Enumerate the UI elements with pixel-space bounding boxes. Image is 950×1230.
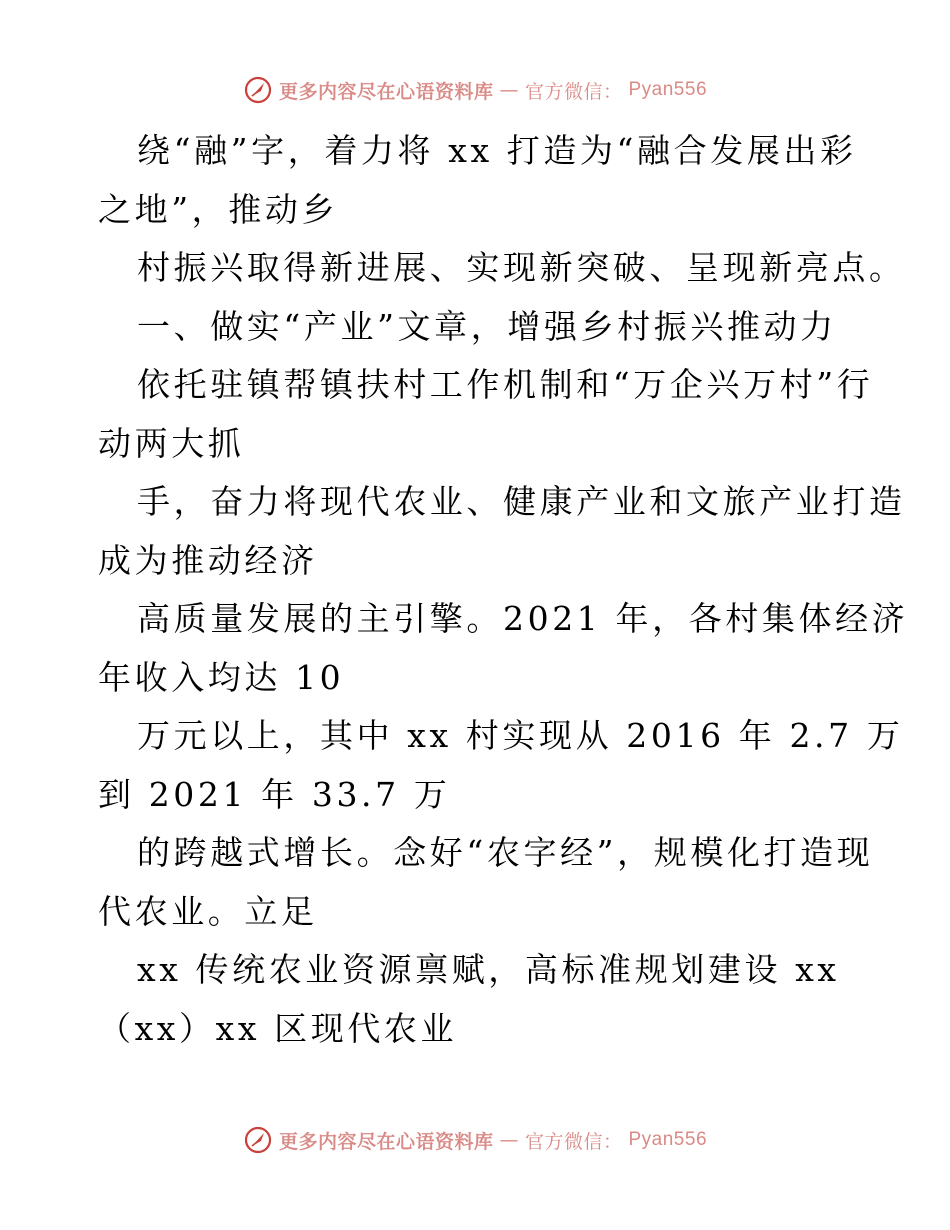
text-line: 之地”，推动乡 — [98, 189, 339, 229]
text-line: 一、做实“产业”文章，增强乡村振兴推动力 — [137, 306, 837, 346]
text-line: xx 传统农业资源禀赋，高标准规划建设 xx — [137, 950, 840, 989]
text-line: 成为推动经济 — [98, 540, 318, 580]
quill-logo-icon — [243, 1125, 273, 1155]
text-line: 绕“融”字，着力将 xx 打造为“融合发展出彩 — [137, 131, 857, 170]
quill-logo-icon — [243, 75, 273, 105]
watermark-wechat-id: Pyan556 — [628, 79, 708, 100]
text-line: 手，奋力将现代农业、健康产业和文旅产业打造 — [137, 482, 906, 521]
watermark-sub-text: 官方微信： — [524, 80, 623, 103]
text-line: 到 2021 年 33.7 万 — [98, 774, 451, 814]
watermark-dash: — — [499, 1129, 519, 1151]
text-line: 高质量发展的主引擎。2021 年，各村集体经济 — [137, 599, 909, 638]
text-line: （xx）xx 区现代农业 — [98, 1008, 458, 1048]
header-watermark — [0, 70, 950, 110]
text-line: 年收入均达 10 — [98, 657, 345, 697]
text-line: 动两大抓 — [98, 423, 245, 463]
watermark-main-text: 更多内容尽在心语资料库 — [278, 1130, 494, 1153]
footer-watermark — [0, 1120, 950, 1160]
watermark-dash: — — [499, 79, 519, 101]
watermark-main-text: 更多内容尽在心语资料库 — [278, 80, 494, 103]
watermark-wechat-id: Pyan556 — [628, 1129, 708, 1150]
text-line: 万元以上，其中 xx 村实现从 2016 年 2.7 万 — [137, 716, 904, 755]
text-line: 的跨越式增长。念好“农字经”，规模化打造现 — [137, 833, 874, 872]
document-body — [98, 122, 909, 1058]
text-line: 代农业。立足 — [98, 891, 318, 931]
text-line: 村振兴取得新进展、实现新突破、呈现新亮点。 — [137, 248, 906, 287]
text-line: 依托驻镇帮镇扶村工作机制和“万企兴万村”行 — [137, 365, 874, 404]
watermark-sub-text: 官方微信： — [524, 1130, 623, 1153]
